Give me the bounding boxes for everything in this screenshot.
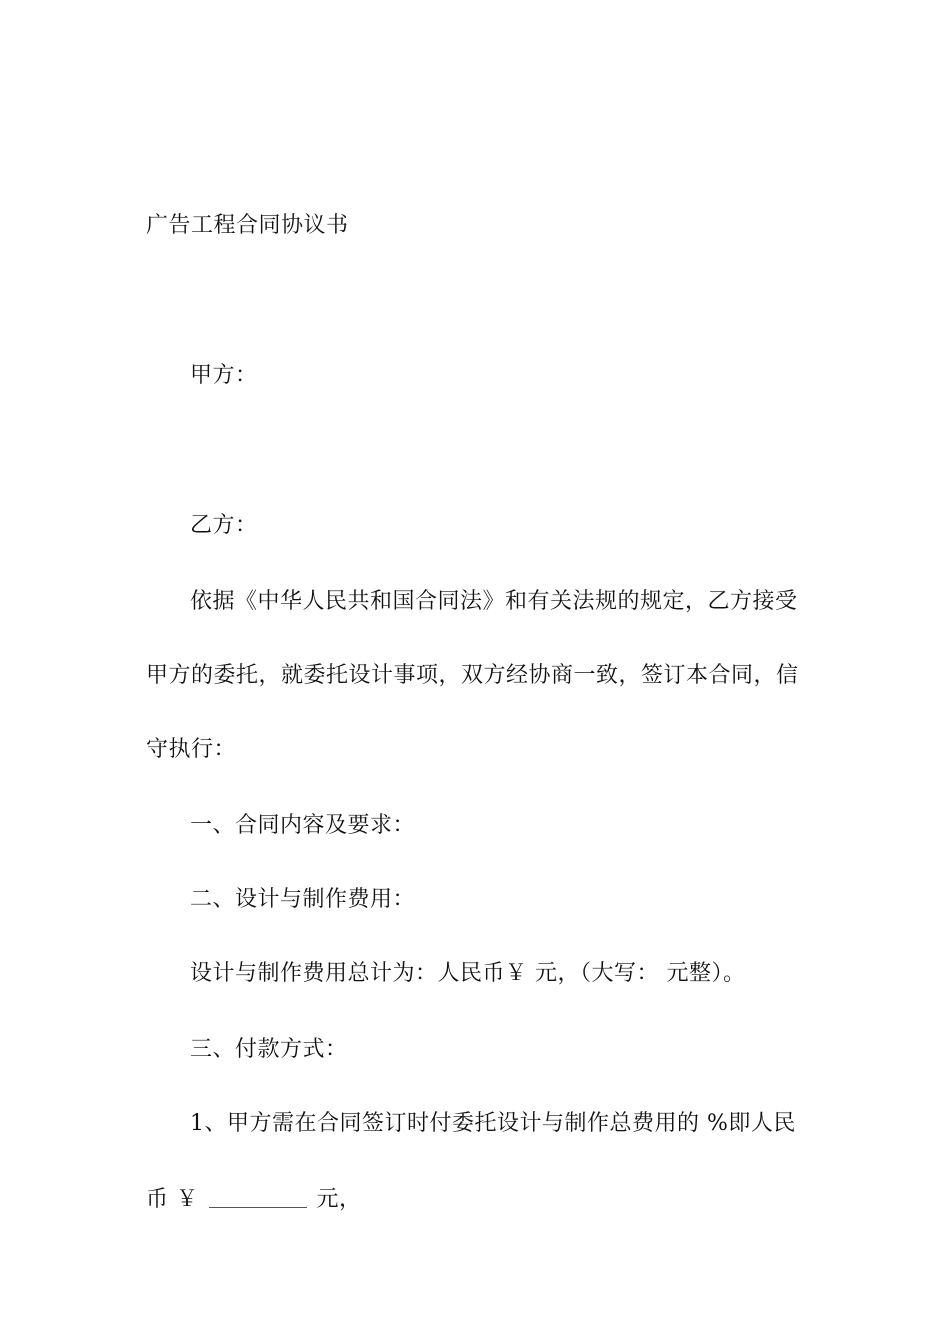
section-2-heading: 二、设计与制作费用：: [190, 887, 416, 912]
document-title: 广告工程合同协议书: [146, 213, 349, 238]
fee-total-text: 设计与制作费用总计为：人民币￥ 元，（大写： 元整）。: [190, 961, 746, 986]
party-a-label: 甲方：: [190, 363, 258, 388]
payment-1-line-1: 1、甲方需在合同签订时付委托设计与制作总费用的 %即人民: [190, 1111, 796, 1136]
payment-1-suffix: 元，: [316, 1187, 362, 1212]
section-1-heading: 一、合同内容及要求：: [190, 813, 416, 838]
intro-line-3: 守执行：: [146, 737, 237, 762]
amount-blank-line: [209, 1187, 307, 1208]
section-3-heading: 三、付款方式：: [190, 1037, 348, 1062]
intro-line-2: 甲方的委托，就委托设计事项，双方经协商一致，签订本合同，信: [146, 663, 799, 688]
payment-1-line-2: [146, 1186, 362, 1214]
party-b-label: 乙方：: [190, 513, 258, 538]
payment-1-prefix: 币 ￥: [146, 1187, 199, 1212]
intro-line-1: 依据《中华人民共和国合同法》和有关法规的规定，乙方接受: [190, 589, 798, 614]
